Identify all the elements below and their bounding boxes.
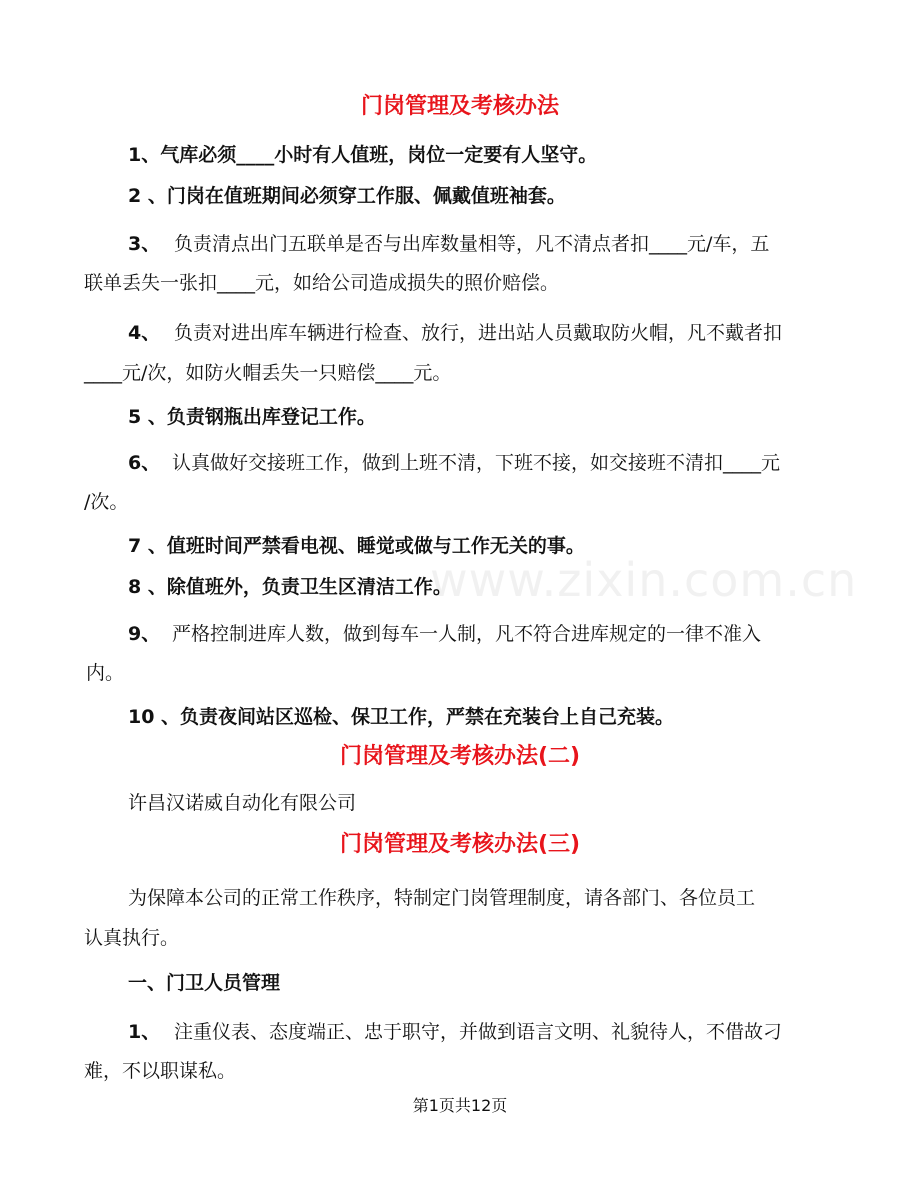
- rule-9-line-2: 内。: [86, 662, 125, 684]
- rule-6-line-2: /次。: [84, 491, 129, 513]
- company-name: 许昌汉诺威自动化有限公司: [128, 792, 357, 814]
- page-number: 第1页共12页: [412, 1096, 508, 1115]
- intro-line-2: 认真执行。: [84, 927, 180, 949]
- watermark: www.zixin.com.cn: [430, 553, 858, 607]
- doc-title-3: 门岗管理及考核办法(三): [339, 832, 581, 857]
- rule-5: 5 、负责钢瓶出库登记工作。: [128, 406, 376, 428]
- rule-3-number: 3、: [128, 233, 161, 255]
- rule-4-number: 4、: [128, 322, 161, 344]
- rule-4-line-1: 负责对进出库车辆进行检查、放行，进出站人员戴取防火帽，凡不戴者扣: [174, 322, 783, 344]
- guard-rule-1-line-1: 注重仪表、态度端正、忠于职守，并做到语言文明、礼貌待人，不借故刁: [174, 1021, 783, 1043]
- rule-6-line-1: 认真做好交接班工作，做到上班不清，下班不接，如交接班不清扣____元: [172, 452, 781, 474]
- rule-4-line-2: ____元/次，如防火帽丢失一只赔偿____元。: [84, 362, 452, 384]
- section-heading: 一、门卫人员管理: [128, 972, 281, 994]
- rule-7: 7 、值班时间严禁看电视、睡觉或做与工作无关的事。: [128, 535, 585, 557]
- rule-9-number: 9、: [128, 623, 161, 645]
- rule-6-number: 6、: [128, 452, 161, 474]
- rule-3-line-1: 负责清点出门五联单是否与出库数量相等，凡不清点者扣____元/车，五: [174, 233, 770, 255]
- rule-1: 1、气库必须____小时有人值班，岗位一定要有人坚守。: [128, 144, 598, 166]
- rule-10: 10 、负责夜间站区巡检、保卫工作，严禁在充装台上自己充装。: [128, 706, 675, 728]
- doc-title-2: 门岗管理及考核办法(二): [339, 744, 581, 769]
- guard-rule-1-number: 1、: [128, 1021, 161, 1043]
- rule-9-line-1: 严格控制进库人数，做到每车一人制，凡不符合进库规定的一律不准入: [172, 623, 762, 645]
- doc-title-1: 门岗管理及考核办法: [360, 94, 559, 119]
- rule-3-line-2: 联单丢失一张扣____元，如给公司造成损失的照价赔偿。: [84, 272, 560, 294]
- guard-rule-1-line-2: 难，不以职谋私。: [84, 1060, 237, 1082]
- intro-line-1: 为保障本公司的正常工作秩序，特制定门岗管理制度，请各部门、各位员工: [128, 887, 756, 909]
- rule-8: 8 、除值班外，负责卫生区清洁工作。: [128, 576, 452, 598]
- rule-2: 2 、门岗在值班期间必须穿工作服、佩戴值班袖套。: [128, 185, 566, 207]
